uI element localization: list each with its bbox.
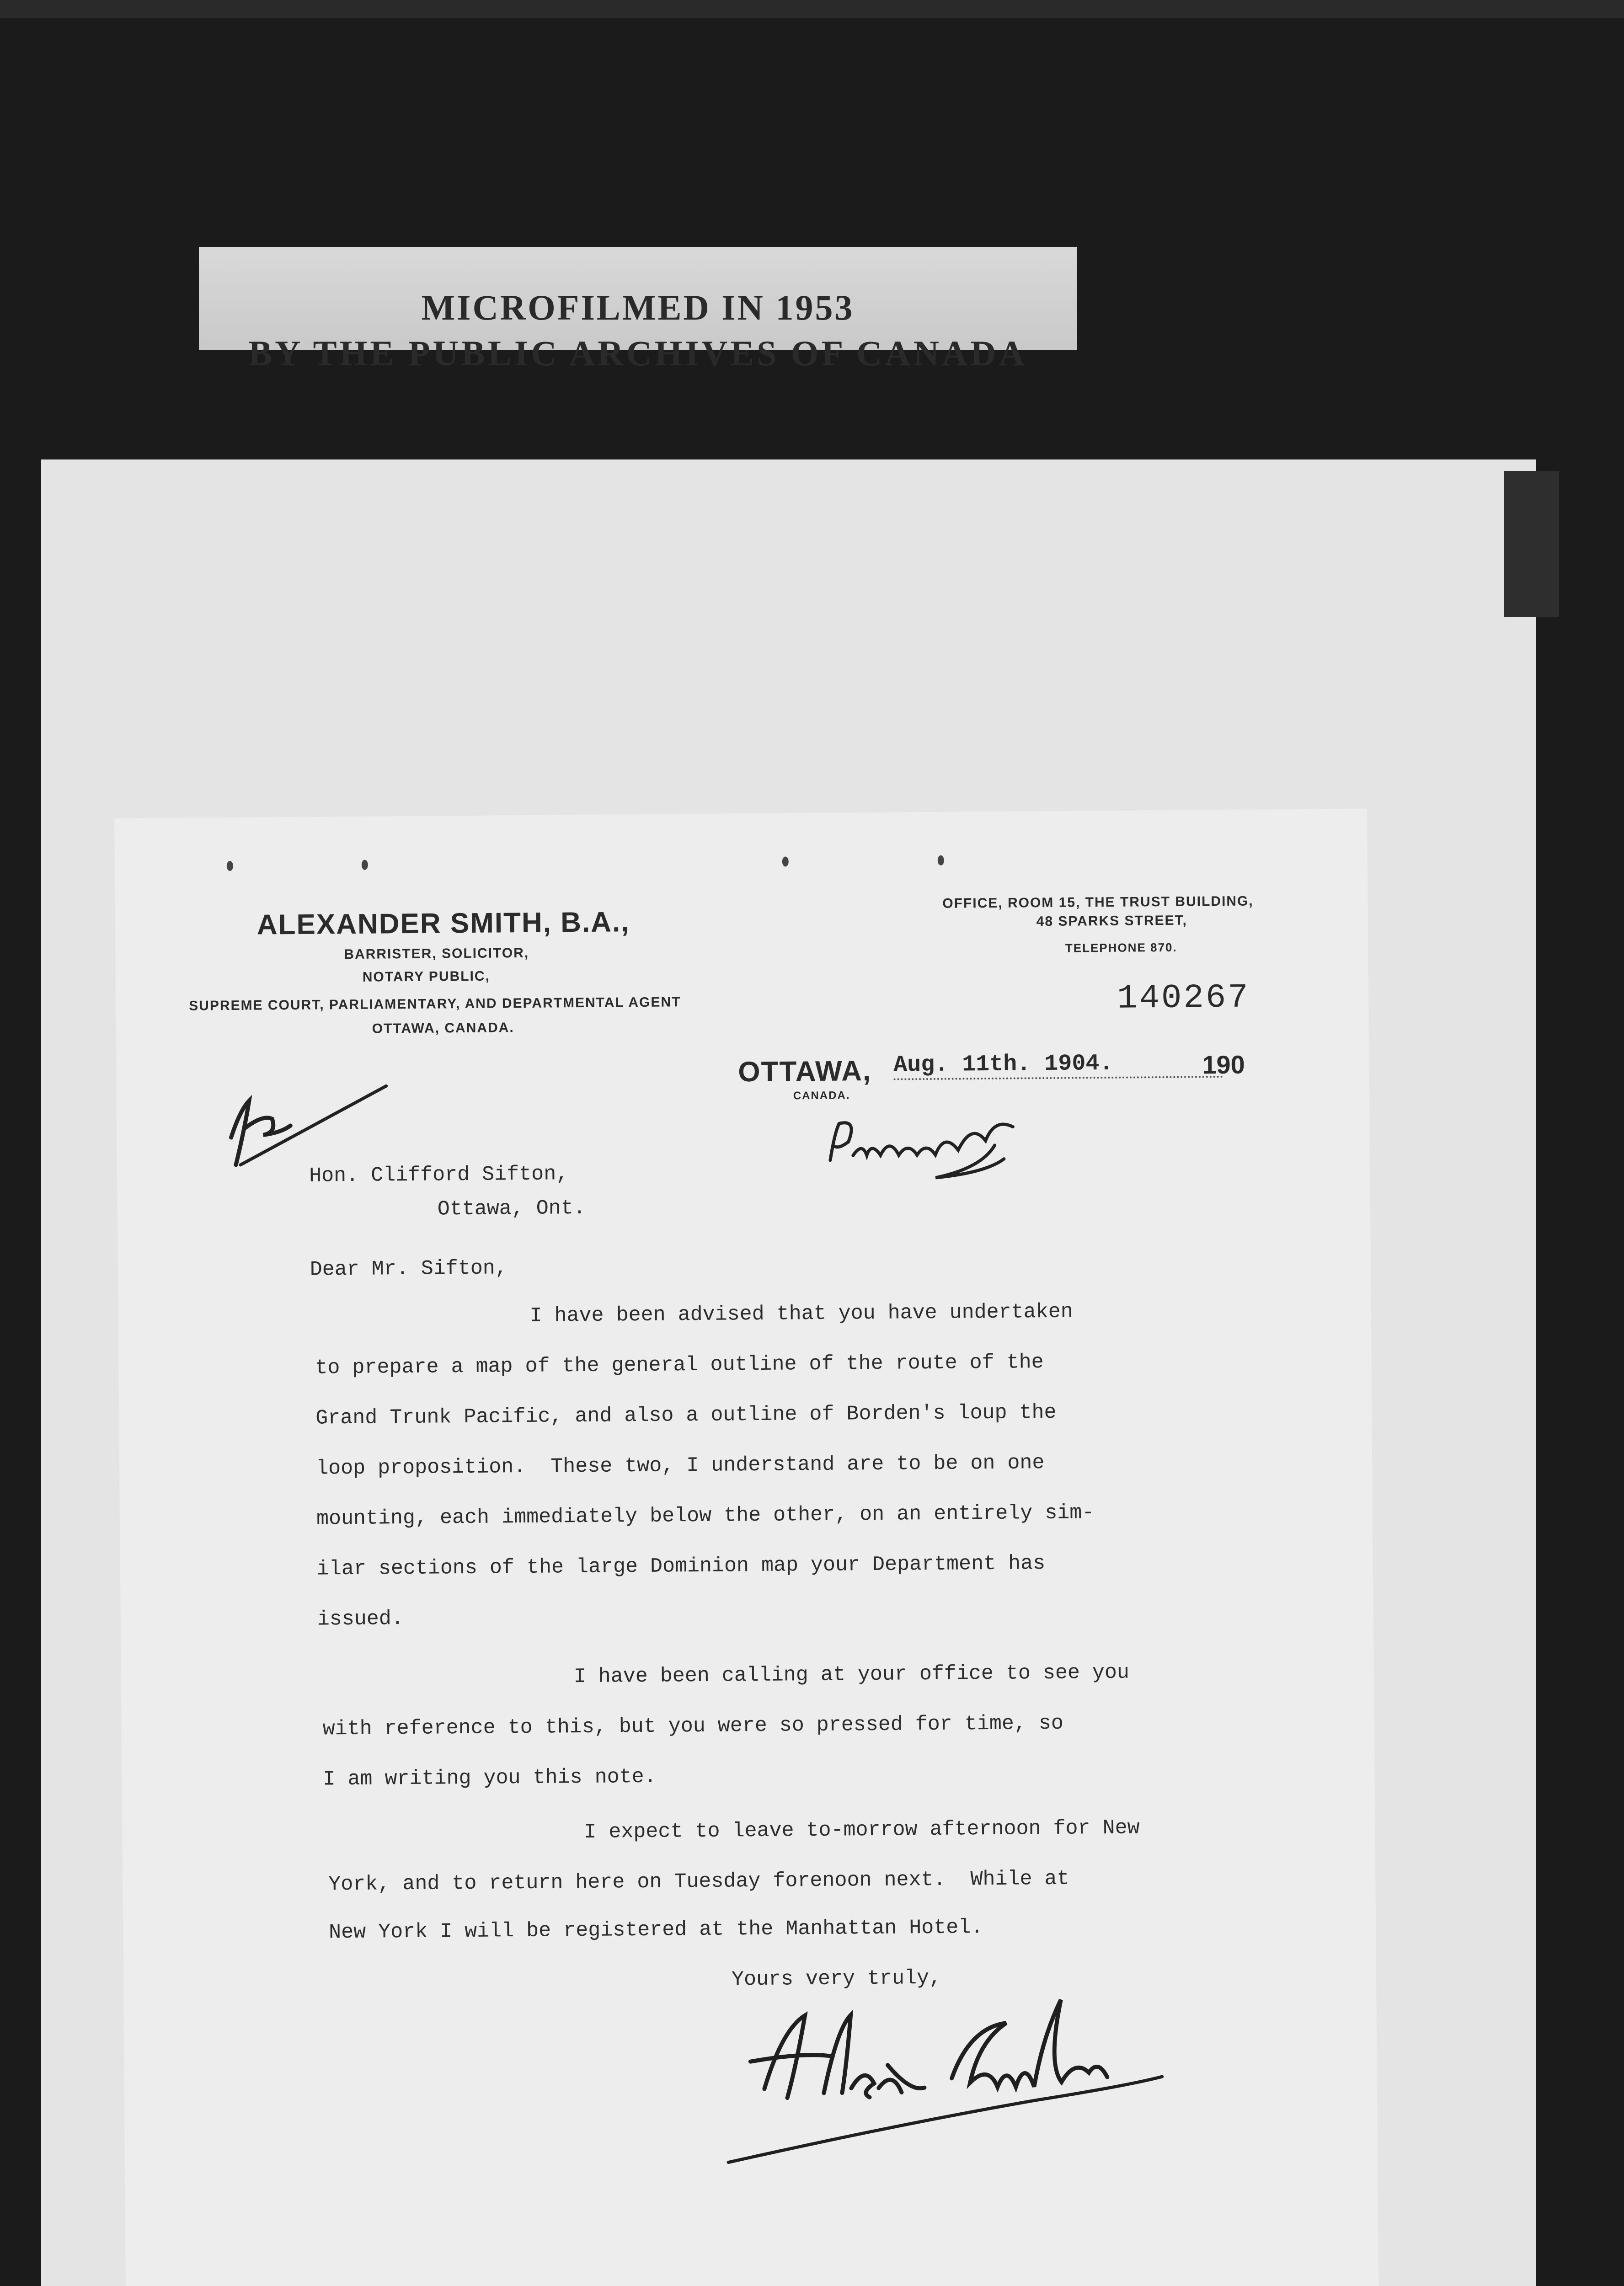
film-frame-top [0,0,1624,18]
body-line: I have been advised that you have undertaken [529,1300,1073,1328]
handwritten-signature [713,1971,1186,2195]
body-line: with reference to this, but you were so pressed for time, so [322,1711,1064,1741]
punch-hole [362,860,368,870]
letterhead-agent: SUPREME COURT, PARLIAMENTARY, AND DEPARTMENTAL AGENT [189,994,681,1014]
body-line: I expect to leave to-morrow afternoon for New [584,1816,1140,1844]
handwritten-personal [821,1104,1041,1192]
letterhead-notary: NOTARY PUBLIC, [362,968,490,985]
stamp-line-2: BY THE PUBLIC ARCHIVES OF CANADA [248,333,1027,373]
letterhead-name: ALEXANDER SMITH, B.A., [256,906,630,941]
letter-page [114,808,1380,2286]
recipient-city: Ottawa, Ont. [437,1196,586,1221]
body-line: loop proposition. These two, I understand are to be on one [315,1451,1045,1480]
document-number: 140267 [1116,978,1250,1018]
body-line: Grand Trunk Pacific, and also a outline of Borden's loup the [315,1400,1057,1430]
telephone: TELEPHONE 870. [1065,940,1177,955]
place-name: OTTAWA, [738,1055,872,1088]
salutation: Dear Mr. Sifton, [310,1256,508,1282]
body-line: York, and to return here on Tuesday forenoon next. While at [328,1867,1069,1896]
recipient-name: Hon. Clifford Sifton, [309,1162,569,1188]
punch-hole [227,861,233,871]
stamp-line-1: MICROFILMED IN 1953 [421,288,855,327]
body-line: I am writing you this note. [323,1765,657,1791]
street-address: 48 SPARKS STREET, [1036,913,1188,929]
place-country: CANADA. [793,1089,850,1102]
body-line: issued. [317,1607,404,1631]
office-address: OFFICE, ROOM 15, THE TRUST BUILDING, [942,893,1254,911]
body-line: I have been calling at your office to see you [573,1661,1130,1689]
board-shadow [1504,471,1559,617]
punch-hole [938,855,944,865]
letterhead-city: OTTAWA, CANADA. [372,1020,514,1036]
body-line: ilar sections of the large Dominion map your Department has [316,1552,1046,1581]
closing: Yours very truly, [731,1966,942,1992]
body-line: mounting, each immediately below the other, on an entirely sim- [316,1501,1095,1531]
letter-date: Aug. 11th. 1904. [893,1050,1223,1080]
letterhead-profession: BARRISTER, SOLICITOR, [344,945,529,962]
punch-hole [782,856,789,866]
year-prefix: 190 [1202,1050,1245,1079]
body-line: to prepare a map of the general outline of the route of the [315,1351,1044,1380]
body-line: New York I will be registered at the Manhattan Hotel. [328,1916,983,1944]
microfilm-stamp [199,247,1077,373]
